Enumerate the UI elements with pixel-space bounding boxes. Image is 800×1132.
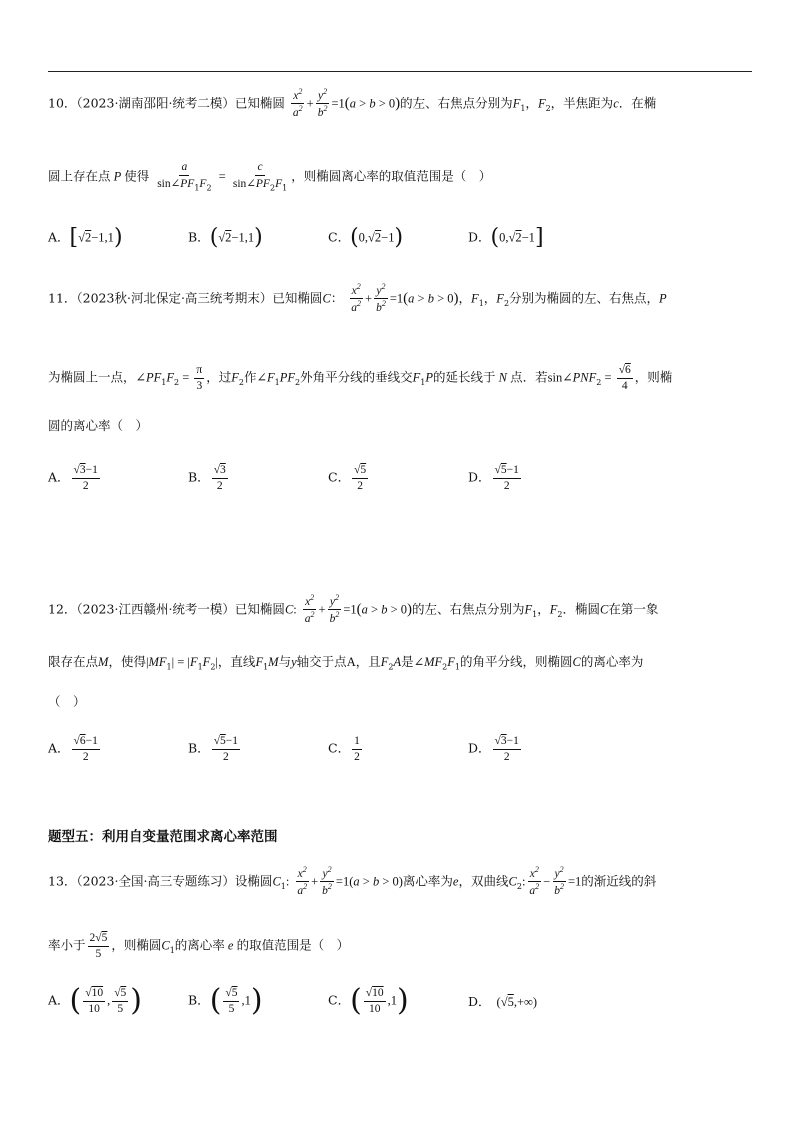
formula-fraction: $\frac{√6}{4}$: [618, 364, 631, 392]
option-d[interactable]: D． $\frac{√3-1}{2}$: [468, 735, 519, 763]
option-c[interactable]: C．( $\frac{√10}{10}$ ,1): [328, 983, 409, 1018]
question-number: 11．: [48, 290, 77, 306]
formula-fraction: $\frac{y^2}{b^2}$: [554, 865, 564, 898]
question-source: （2023秋·河北保定·高三统考期末）: [76, 290, 273, 306]
option-d[interactable]: D． (√5,+∞): [468, 994, 538, 1009]
option-d[interactable]: D． $\frac{√5-1}{2}$: [468, 464, 519, 492]
question-11-line-2: 为椭圆上一点，$\angle PF_1F_2$ = $\frac{\pi}{3}$ ，过$F_2$作$\angle F_1PF_2$外角平分线的垂线交$F_1P$的延长线于 N 点．若$\sin\angle PNF_2$ = $\frac{√6}{4}$ ，则椭: [48, 364, 673, 392]
section-heading: 题型五：利用自变量范围求离心率范围: [48, 829, 278, 845]
option-c[interactable]: C．(0,√2−1): [328, 225, 404, 250]
question-source: （2023·江西赣州·统考一模）: [76, 601, 235, 617]
option-a[interactable]: A．( $\frac{√10}{10}$ , $\frac{√5}{5}$ ): [48, 983, 142, 1018]
option-c[interactable]: C． $\frac{1}{2}$: [328, 735, 360, 763]
question-number: 13．: [48, 873, 77, 889]
question-12-line-1: 12．（2023·江西赣州·统考一模）已知椭圆C: $\frac{x^2}{a^2}$ + $\frac{y^2}{b^2}$ =1(a > b > 0)的左、右焦点分别为$F_1$，$F_2$．椭圆C在第一象: [48, 593, 659, 626]
option-b[interactable]: B．( $\frac{√5}{5}$ ,1): [188, 983, 263, 1018]
question-number: 10．: [48, 95, 77, 111]
formula-fraction: $\frac{y^2}{b^2}$: [329, 593, 340, 626]
formula-fraction: $\frac{y^2}{b^2}$: [317, 87, 328, 120]
formula-fraction: $\frac{x^2}{a^2}$: [297, 865, 308, 898]
formula-fraction: $\frac{x^2}{a^2}$: [292, 87, 303, 120]
question-source: （2023·全国·高三专题练习）: [76, 873, 235, 889]
question-10-line-2: 圆上存在点 P 使得 $\frac{a}{\sin\angle PF_1F_2}$ = $\frac{c}{\sin\angle PF_2F_1}$ ，则椭圆离心率的取值范围是（ ）: [48, 161, 492, 192]
formula-fraction: $\frac{c}{\sin\angle PF_2F_1}$: [232, 161, 288, 192]
option-a[interactable]: A．[√2−1,1): [48, 225, 123, 250]
option-a[interactable]: A． $\frac{√6-1}{2}$: [48, 735, 98, 763]
question-13-line-1: 13．（2023·全国·高三专题练习）设椭圆$C_1$: $\frac{x^2}{a^2}$ + $\frac{y^2}{b^2}$ =1(a > b > 0)离心率为e，双曲线$C_2$: $\frac{x^2}{a^2}$ − $\frac{y^2}{b^2}$ =1的渐近线的斜: [48, 865, 657, 898]
question-number: 12．: [48, 601, 77, 617]
option-a[interactable]: A． $\frac{√3-1}{2}$: [48, 464, 98, 492]
question-source: （2023·湖南邵阳·统考二模）: [76, 95, 235, 111]
option-d[interactable]: D．(0,√2−1]: [468, 225, 544, 250]
question-11-line-3: 圆的离心率（ ）: [48, 418, 149, 433]
formula-fraction: $\frac{a}{\sin\angle PF_1F_2}$: [157, 161, 212, 192]
question-12-line-3: （ ）: [48, 694, 86, 709]
question-11-line-1: 11．（2023秋·河北保定·高三统考期末）已知椭圆C： $\frac{x^2}{a^2}$ + $\frac{y^2}{b^2}$ =1(a > b > 0)，$F_1$，$F_2$分别为椭圆的左、右焦点，P: [48, 282, 667, 315]
question-13-line-2: 率小于 $\frac{2√5}{5}$ ，则椭圆$C_1$的离心率 e 的取值范围是（ ）: [48, 932, 350, 960]
question-10-line-1: 10．（2023·湖南邵阳·统考二模）已知椭圆 $\frac{x^2}{a^2}$ + $\frac{y^2}{b^2}$ =1(a > b > 0)的左、右焦点分别为$F_1$，$F_2$，半焦距为c．在椭: [48, 87, 657, 120]
formula-fraction: $\frac{\pi}{3}$: [196, 364, 203, 392]
option-b[interactable]: B． $\frac{√3}{2}$: [188, 464, 226, 492]
formula-fraction: $\frac{2√5}{5}$: [89, 932, 108, 960]
formula-fraction: $\frac{x^2}{a^2}$: [351, 282, 362, 315]
question-12-line-2: 限存在点M，使得$|MF_1| = |F_1F_2|$，直线$F_1M$与y轴交于点A，且$F_2A$是$\angle MF_2F_1$的角平分线，则椭圆C的离心率为: [48, 654, 644, 672]
option-b[interactable]: B．(√2−1,1): [188, 225, 263, 250]
option-b[interactable]: B． $\frac{√5-1}{2}$: [188, 735, 238, 763]
top-rule: [48, 71, 752, 72]
formula-fraction: $\frac{y^2}{b^2}$: [376, 282, 386, 315]
option-c[interactable]: C． $\frac{√5}{2}$: [328, 464, 367, 492]
formula-fraction: $\frac{x^2}{a^2}$: [529, 865, 540, 898]
formula-fraction: $\frac{y^2}{b^2}$: [322, 865, 332, 898]
formula-fraction: $\frac{x^2}{a^2}$: [304, 593, 315, 626]
